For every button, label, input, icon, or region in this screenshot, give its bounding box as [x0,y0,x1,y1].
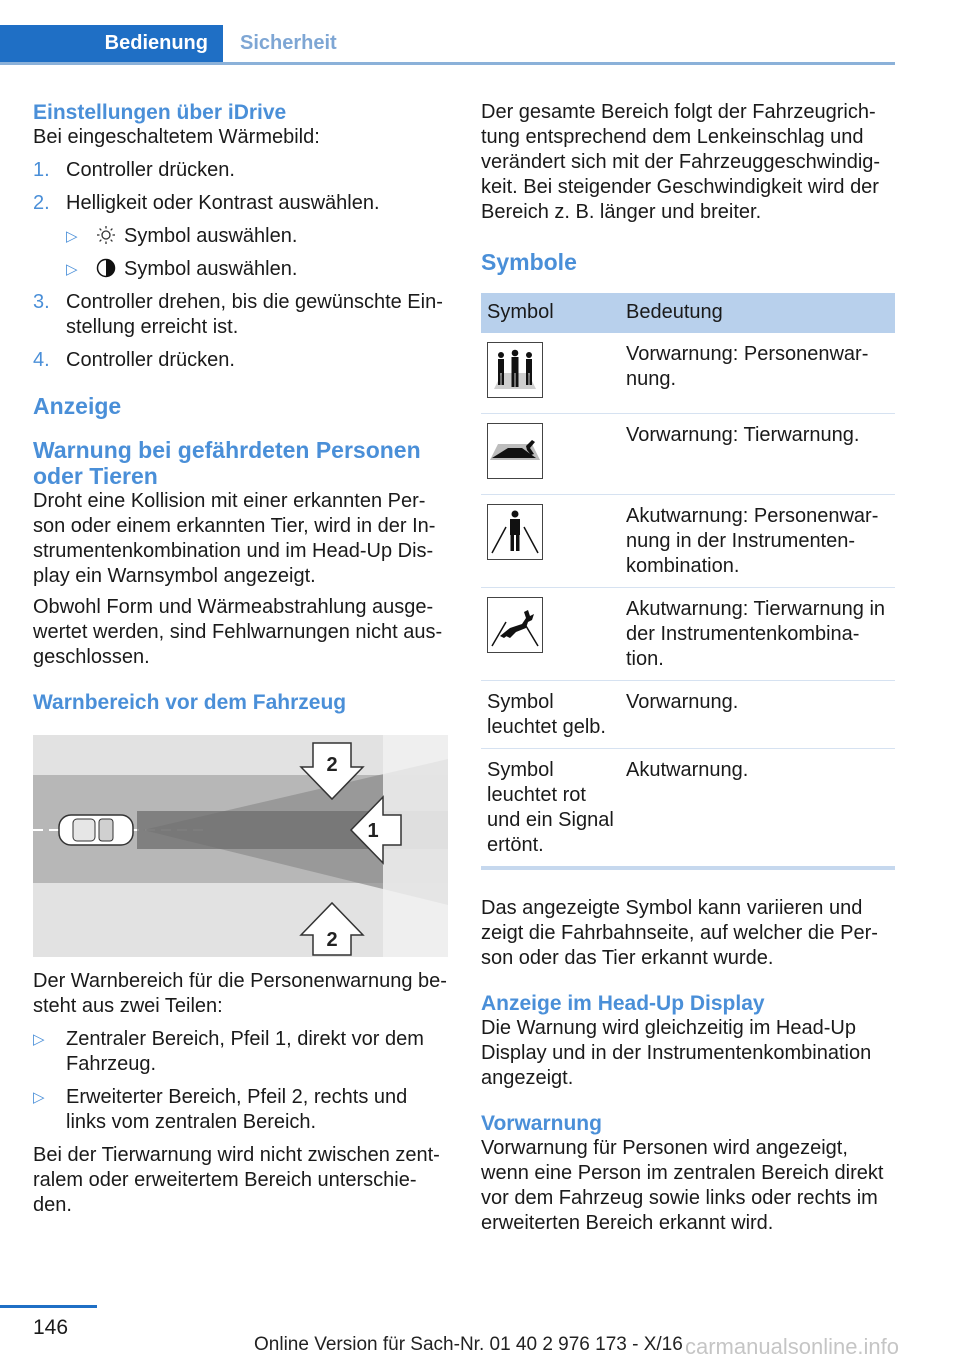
symbol-cell [481,414,620,495]
step-number: 3. [33,291,50,313]
substep-text: Symbol auswählen. [124,258,298,280]
table-header-row [481,293,895,333]
table-row [481,414,895,495]
symbol-cell: Symbol leuchtet gelb. [481,681,620,749]
meaning-cell: Vorwarnung: Tierwarnung. [620,414,895,495]
tab-bedienung-label: Bedienung [104,32,208,54]
pedestrian-acute-warning-icon [487,504,543,560]
step-text: Helligkeit oder Kontrast auswählen. [66,192,380,214]
paragraph-hud: Die Warnung wird gleichzeitig im Head-Up Display und in der Instrumentenkombination angezeigt. [481,1017,872,1089]
triangle-bullet-icon: ▷ [66,261,78,278]
deer-acute-warning-icon [487,597,543,653]
watermark: carmanualsonline.info [685,1334,900,1359]
brightness-icon [96,225,116,245]
contrast-icon [96,258,116,278]
step-number: 2. [33,192,50,214]
heading-head-up-display: Anzeige im Head-Up Display [481,992,765,1015]
warning-zone-diagram [33,735,448,957]
step-2 [33,191,448,216]
arrow-label: 2 [326,929,338,951]
substep-brightness [33,224,448,249]
meaning-cell: Akutwarnung. [626,759,749,781]
step-4 [33,348,448,373]
step-text: Controller drücken. [66,159,235,181]
triangle-bullet-icon: ▷ [33,1089,45,1106]
symbol-cell: Symbol leuchtet rot und ein Signal ertönt. [487,759,614,856]
meaning-cell: Vorwarnung. [620,681,895,749]
paragraph-warnbereich: Der Warnbereich für die Personenwarnung be-steht aus zwei Teilen: [33,970,447,1017]
column-header-symbol: Symbol [481,293,620,333]
column-header-bedeutung: Bedeutung [620,293,895,333]
table-bottom-rule [481,866,895,870]
pedestrians-prewarning-icon [487,342,543,398]
table-row [481,588,895,681]
symbol-cell [481,495,620,588]
tab-bedienung[interactable] [0,25,223,62]
meaning-cell: Akutwarnung: Personenwar-nung in der Instrumenten-kombination. [620,495,895,588]
step-1 [33,158,448,183]
symbol-cell [481,333,620,414]
paragraph-obwohl: Obwohl Form und Wärmeabstrahlung ausge-wertet werden, sind Fehlwarnungen nicht aus-geschlossen. [33,596,443,668]
paragraph-gesamt: Der gesamte Bereich folgt der Fahrzeugrich-tung entsprechend dem Lenkeinschlag und verändert sich mit der Fahrzeuggeschwindig-keit. Bei steigender Geschwindigkeit wird der Bereich z. B. länger und breiter. [481,101,881,223]
online-version-note: Online Version für Sach-Nr. 01 40 2 976 173 - X/16 [254,1334,683,1355]
table-row [481,749,895,867]
step-text: Controller drücken. [66,349,235,371]
animal-prewarning-icon [487,423,543,479]
bullet-zentral [33,1027,448,1077]
triangle-bullet-icon: ▷ [66,228,78,245]
heading-symbole: Symbole [481,249,577,275]
heading-anzeige: Anzeige [33,393,122,419]
symbol-table [481,293,895,866]
paragraph-vorwarnung: Vorwarnung für Personen wird angezeigt, wenn eine Person im zentralen Bereich direkt vor dem Fahrzeug sowie links oder rechts im erweiterten Bereich erkannt wird. [481,1137,884,1234]
bullet-text: Erweiterter Bereich, Pfeil 2, rechts und links vom zentralen Bereich. [66,1086,408,1133]
bullet-erweitert [33,1085,448,1135]
step-text: Controller drehen, bis die gewünschte Ein-stellung erreicht ist. [66,291,443,338]
substep-contrast [33,257,448,282]
heading-vorwarnung: Vorwarnung [481,1112,602,1135]
header-tabs [0,25,895,65]
table-row [481,333,895,414]
paragraph-variieren: Das angezeigte Symbol kann variieren und zeigt die Fahrbahnseite, auf welcher die Per-son oder das Tier erkannt wurde. [481,897,878,969]
step-number: 1. [33,159,50,181]
heading-einstellungen-idrive: Einstellungen über iDrive [33,101,287,124]
page-number: 146 [33,1316,69,1339]
triangle-bullet-icon: ▷ [33,1031,45,1048]
heading-warnung-personen-tiere: Warnung bei gefährdeten Personen oder Tieren [33,437,421,489]
paragraph-tierwarnung: Bei der Tierwarnung wird nicht zwischen zent-ralem oder erweitertem Bereich unterschie-den. [33,1144,440,1216]
left-column [33,100,448,1218]
right-column [481,100,895,1236]
arrow-label: 1 [367,820,379,842]
bullet-text: Zentraler Bereich, Pfeil 1, direkt vor dem Fahrzeug. [66,1028,424,1075]
car-icon [59,815,133,845]
intro-text: Bei eingeschaltetem Wärmebild: [33,126,320,148]
tab-sicherheit[interactable]: Sicherheit [240,32,337,54]
table-row [481,495,895,588]
table-row [481,681,895,749]
symbol-cell [481,588,620,681]
meaning-cell: Akutwarnung: Tierwarnung in der Instrumentenkombina-tion. [620,588,895,681]
step-3 [33,290,448,340]
footer-rule [0,1305,97,1308]
substep-text: Symbol auswählen. [124,225,298,247]
meaning-cell: Vorwarnung: Personenwar-nung. [620,333,895,414]
step-number: 4. [33,349,50,371]
arrow-label: 2 [326,754,338,776]
heading-warnbereich: Warnbereich vor dem Fahrzeug [33,691,347,714]
paragraph-droht: Droht eine Kollision mit einer erkannten Per-son oder einem erkannten Tier, wird in der In-strumentenkombination und im Head-Up Dis-play ein Warnsymbol angezeigt. [33,490,436,587]
